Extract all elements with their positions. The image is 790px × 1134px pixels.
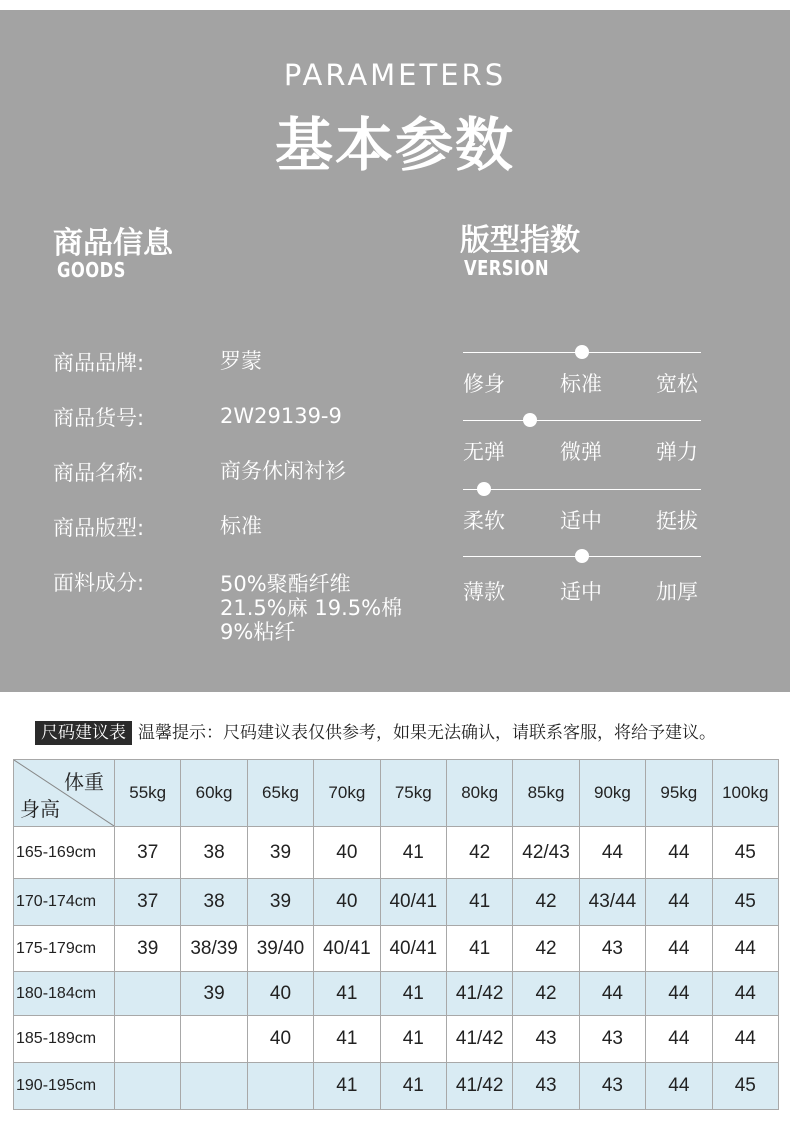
item-no-label: 商品货号:	[53, 406, 145, 430]
size-cell: 44	[712, 1016, 778, 1063]
version-scale-label: 适中	[560, 509, 602, 533]
weight-header-cell: 70kg	[314, 760, 380, 827]
fabric-value-line-3: 9%粘纤	[220, 620, 296, 644]
size-guide-tag: 尺码建议表	[35, 721, 132, 745]
weight-header-cell: 65kg	[247, 760, 313, 827]
size-cell: 42	[446, 827, 512, 879]
version-scale-label: 适中	[560, 580, 602, 604]
brand-value: 罗蒙	[220, 349, 262, 373]
size-cell: 38/39	[181, 926, 247, 972]
version-scale-label: 柔软	[463, 509, 505, 533]
size-cell: 44	[646, 926, 712, 972]
height-cell: 180-184cm	[14, 972, 115, 1016]
size-table	[13, 759, 779, 1110]
size-table-row	[14, 827, 779, 879]
size-cell: 44	[646, 827, 712, 879]
version-scale-label: 挺拔	[656, 509, 698, 533]
size-cell: 38	[181, 827, 247, 879]
size-cell: 44	[646, 972, 712, 1016]
version-scale-label: 弹力	[656, 440, 698, 464]
version-scale-label: 修身	[463, 372, 505, 396]
size-guide-header	[35, 721, 716, 745]
fabric-label: 面料成分:	[53, 571, 145, 595]
size-cell: 41	[314, 1063, 380, 1110]
size-cell: 44	[712, 926, 778, 972]
size-cell: 41	[380, 827, 446, 879]
version-scale-label: 无弹	[463, 440, 505, 464]
top-border	[0, 0, 790, 10]
height-cell: 190-195cm	[14, 1063, 115, 1110]
size-table-row	[14, 1063, 779, 1110]
size-cell: 41	[446, 879, 512, 926]
size-cell: 43/44	[579, 879, 645, 926]
fabric-value-line-1: 50%聚酯纤维	[220, 572, 351, 596]
version-scale-line	[463, 420, 701, 421]
product-name-value: 商务休闲衬衫	[220, 459, 346, 483]
weight-header-cell: 100kg	[712, 760, 778, 827]
size-cell: 44	[646, 879, 712, 926]
version-scale-marker	[523, 413, 537, 427]
size-cell: 42/43	[513, 827, 579, 879]
size-cell: 39	[115, 926, 181, 972]
size-cell: 39/40	[247, 926, 313, 972]
weight-header-cell: 60kg	[181, 760, 247, 827]
size-cell: 44	[646, 1063, 712, 1110]
version-title-cn: 版型指数	[460, 223, 580, 258]
size-cell: 40	[247, 1016, 313, 1063]
goods-title-en: GOODS	[57, 258, 126, 282]
product-name-label: 商品名称:	[53, 461, 145, 485]
corner-height-label: 身高	[20, 799, 60, 821]
size-cell: 40	[247, 972, 313, 1016]
version-scale-marker	[575, 549, 589, 563]
size-cell: 41	[314, 972, 380, 1016]
size-cell	[115, 1063, 181, 1110]
size-cell: 40/41	[380, 926, 446, 972]
size-cell: 40	[314, 827, 380, 879]
size-cell: 41	[314, 1016, 380, 1063]
weight-header-cell: 55kg	[115, 760, 181, 827]
version-scale-label: 标准	[560, 372, 602, 396]
size-cell: 38	[181, 879, 247, 926]
goods-title-cn: 商品信息	[53, 226, 173, 261]
version-scale-line	[463, 489, 701, 490]
size-cell: 44	[579, 827, 645, 879]
size-cell: 37	[115, 827, 181, 879]
size-table-corner	[14, 760, 115, 827]
item-no-value: 2W29139-9	[220, 404, 342, 428]
size-table-row	[14, 926, 779, 972]
size-cell	[247, 1063, 313, 1110]
size-cell: 42	[513, 972, 579, 1016]
size-cell: 41/42	[446, 972, 512, 1016]
brand-label: 商品品牌:	[53, 351, 145, 375]
size-cell: 37	[115, 879, 181, 926]
size-cell: 43	[513, 1016, 579, 1063]
size-table-row	[14, 879, 779, 926]
version-scale-label: 加厚	[656, 580, 698, 604]
size-cell	[181, 1063, 247, 1110]
fabric-value-line-2: 21.5%麻 19.5%棉	[220, 596, 403, 620]
size-cell: 41	[380, 1016, 446, 1063]
size-cell	[115, 972, 181, 1016]
size-cell	[181, 1016, 247, 1063]
size-cell: 45	[712, 1063, 778, 1110]
weight-header-cell: 75kg	[380, 760, 446, 827]
version-scale-marker	[477, 482, 491, 496]
version-scale-label: 薄款	[463, 580, 505, 604]
size-table-row	[14, 1016, 779, 1063]
parameters-title-en: PARAMETERS	[283, 58, 507, 92]
size-cell: 44	[646, 1016, 712, 1063]
size-cell: 41/42	[446, 1063, 512, 1110]
size-cell: 40/41	[314, 926, 380, 972]
parameters-title-cn: 基本参数	[274, 111, 515, 179]
size-guide-note: 温馨提示：尺码建议表仅供参考，如果无法确认，请联系客服，将给予建议。	[138, 723, 716, 743]
fit-label: 商品版型:	[53, 516, 145, 540]
corner-weight-label: 体重	[64, 772, 104, 794]
size-cell	[115, 1016, 181, 1063]
size-cell: 45	[712, 827, 778, 879]
size-cell: 39	[247, 827, 313, 879]
size-cell: 41/42	[446, 1016, 512, 1063]
size-cell: 45	[712, 879, 778, 926]
size-cell: 41	[380, 972, 446, 1016]
size-cell: 40/41	[380, 879, 446, 926]
size-cell: 39	[247, 879, 313, 926]
height-cell: 170-174cm	[14, 879, 115, 926]
size-table-row	[14, 972, 779, 1016]
version-scale-marker	[575, 345, 589, 359]
size-cell: 43	[513, 1063, 579, 1110]
size-cell: 42	[513, 926, 579, 972]
size-cell: 40	[314, 879, 380, 926]
weight-header-cell: 95kg	[646, 760, 712, 827]
weight-header-cell: 80kg	[446, 760, 512, 827]
weight-header-cell: 90kg	[579, 760, 645, 827]
size-table-header-row	[14, 760, 779, 827]
size-cell: 39	[181, 972, 247, 1016]
height-cell: 175-179cm	[14, 926, 115, 972]
size-cell: 44	[712, 972, 778, 1016]
size-cell: 41	[446, 926, 512, 972]
weight-header-cell: 85kg	[513, 760, 579, 827]
version-scale-label: 微弹	[560, 440, 602, 464]
size-cell: 43	[579, 926, 645, 972]
height-cell: 185-189cm	[14, 1016, 115, 1063]
size-cell: 43	[579, 1063, 645, 1110]
height-cell: 165-169cm	[14, 827, 115, 879]
size-cell: 41	[380, 1063, 446, 1110]
version-title-en: VERSION	[464, 256, 549, 280]
size-cell: 43	[579, 1016, 645, 1063]
size-cell: 42	[513, 879, 579, 926]
fit-value: 标准	[220, 514, 262, 538]
version-scale-label: 宽松	[656, 372, 698, 396]
size-cell: 44	[579, 972, 645, 1016]
